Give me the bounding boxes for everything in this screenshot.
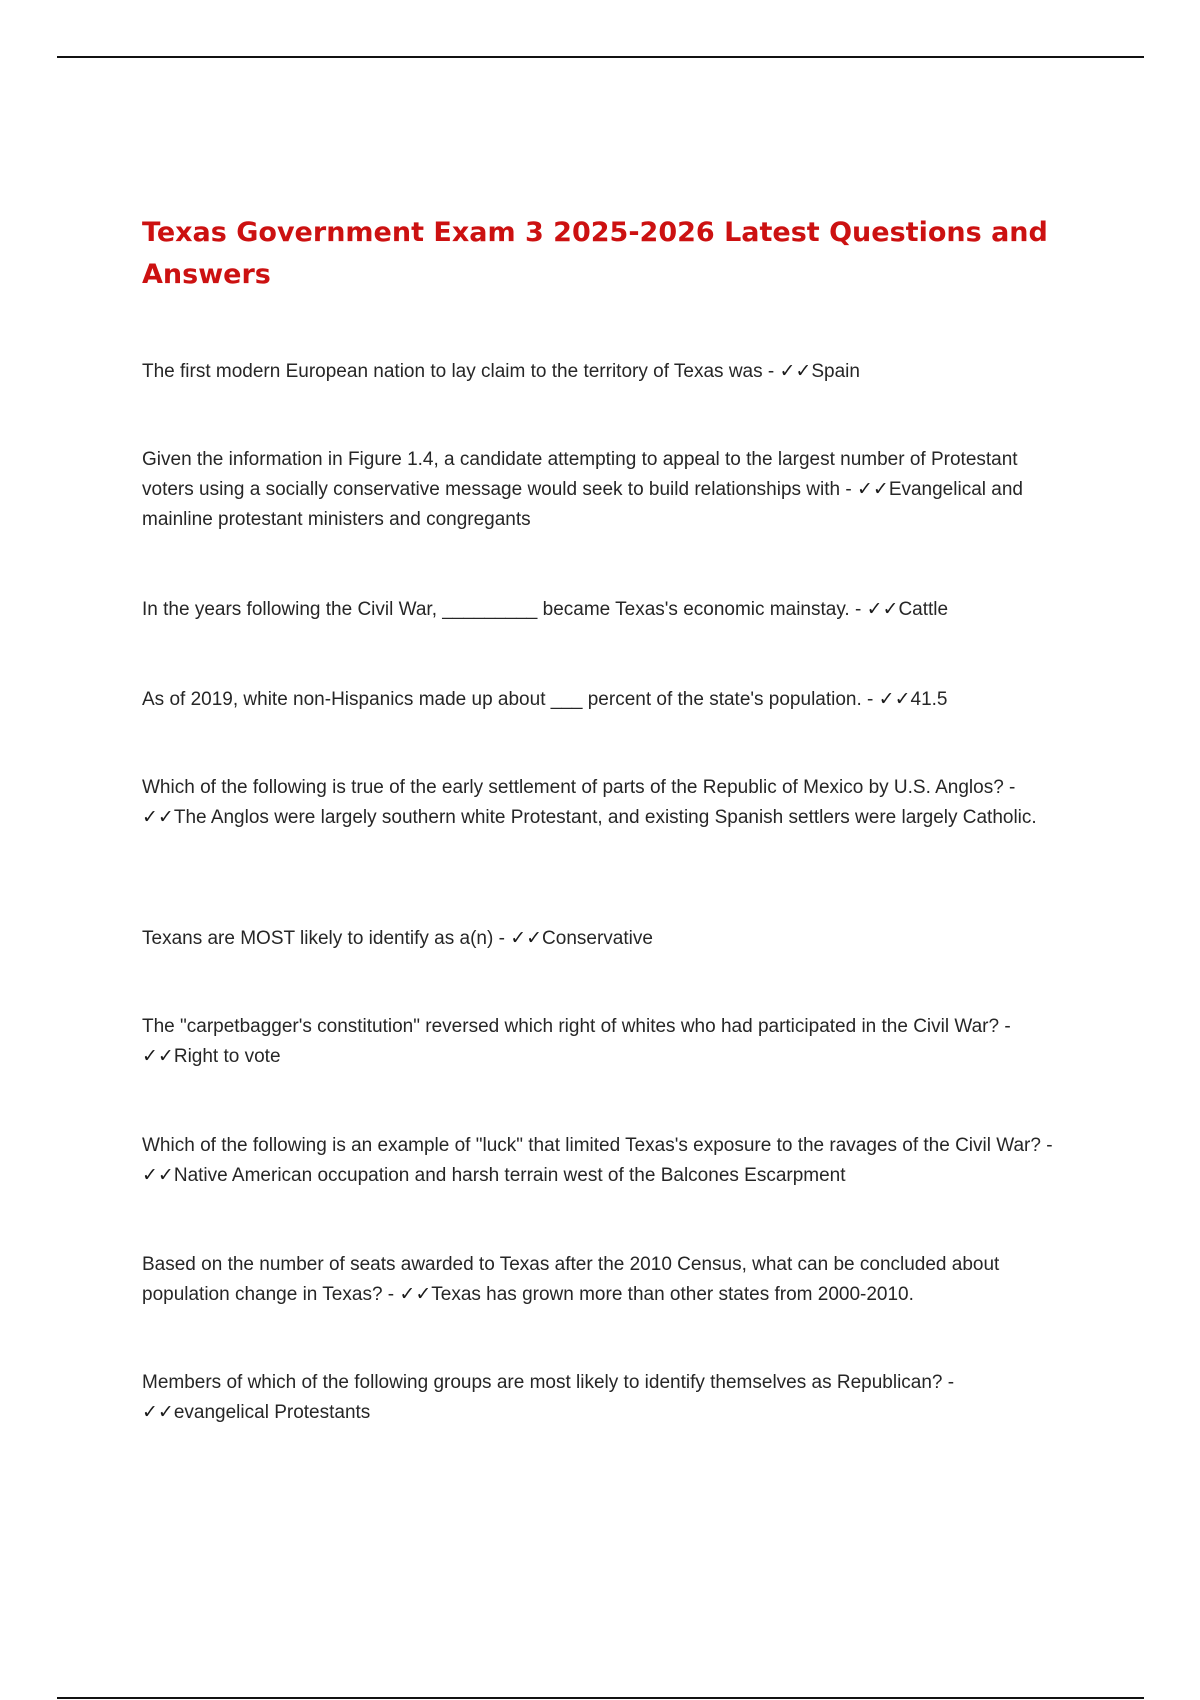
checkmark-icon: ✓✓ <box>510 928 543 949</box>
bottom-rule <box>57 1697 1144 1699</box>
checkmark-icon: ✓✓ <box>142 1402 174 1423</box>
qa-item <box>142 1368 1062 1428</box>
checkmark-icon: ✓✓ <box>399 1284 432 1305</box>
question-text: Given the information in Figure 1.4, a candidate attempting to appeal to the largest number of Protestant voters using a socially conservative message would seek to build relationships with - <box>142 449 1018 500</box>
question-text: Which of the following is true of the early settlement of parts of the Republic of Mexico by U.S. Anglos? - <box>142 777 1016 798</box>
answer-text: Texas has grown more than other states from 2000-2010. <box>431 1284 914 1305</box>
qa-item <box>142 1012 1062 1072</box>
checkmark-icon: ✓✓ <box>866 599 899 620</box>
qa-item <box>142 1250 1062 1310</box>
question-text: The "carpetbagger's constitution" reversed which right of whites who had participated in the Civil War? - <box>142 1016 1011 1037</box>
question-text: Based on the number of seats awarded to Texas after the 2010 Census, what can be concluded about population change in Texas? - <box>142 1254 1000 1305</box>
answer-text: Cattle <box>898 599 949 620</box>
answer-text: The Anglos were largely southern white Protestant, and existing Spanish settlers were largely Catholic. <box>173 807 1037 828</box>
answer-text: evangelical Protestants <box>173 1402 371 1423</box>
qa-item <box>142 357 1062 387</box>
checkmark-icon: ✓✓ <box>878 689 911 710</box>
qa-item <box>142 773 1062 833</box>
qa-item <box>142 685 1062 715</box>
checkmark-icon: ✓✓ <box>142 1046 174 1067</box>
top-rule <box>57 56 1144 58</box>
answer-text: Evangelical and mainline protestant ministers and congregants <box>142 479 1023 530</box>
qa-item <box>142 595 1062 625</box>
question-text: In the years following the Civil War, _________ became Texas's economic mainstay. - <box>142 599 862 620</box>
answer-text: Native American occupation and harsh terrain west of the Balcones Escarpment <box>173 1165 846 1186</box>
checkmark-icon: ✓✓ <box>779 361 812 382</box>
question-text: As of 2019, white non-Hispanics made up about ___ percent of the state's population. - <box>142 689 874 710</box>
question-text: Texans are MOST likely to identify as a(n) - <box>142 928 505 949</box>
qa-item <box>142 445 1062 535</box>
answer-text: Right to vote <box>173 1046 281 1067</box>
question-text: The first modern European nation to lay claim to the territory of Texas was - <box>142 361 775 382</box>
qa-item <box>142 924 1062 954</box>
question-text: Members of which of the following groups are most likely to identify themselves as Republican? - <box>142 1372 955 1393</box>
answer-text: Conservative <box>542 928 653 949</box>
document-title: Texas Government Exam 3 2025-2026 Latest Questions and Answers <box>142 217 1048 290</box>
checkmark-icon: ✓✓ <box>142 807 174 828</box>
answer-text: Spain <box>811 361 860 382</box>
answer-text: 41.5 <box>910 689 948 710</box>
checkmark-icon: ✓✓ <box>142 1165 174 1186</box>
checkmark-icon: ✓✓ <box>856 479 889 500</box>
question-text: Which of the following is an example of "luck" that limited Texas's exposure to the ravages of the Civil War? - <box>142 1135 1053 1156</box>
qa-item <box>142 1131 1062 1191</box>
